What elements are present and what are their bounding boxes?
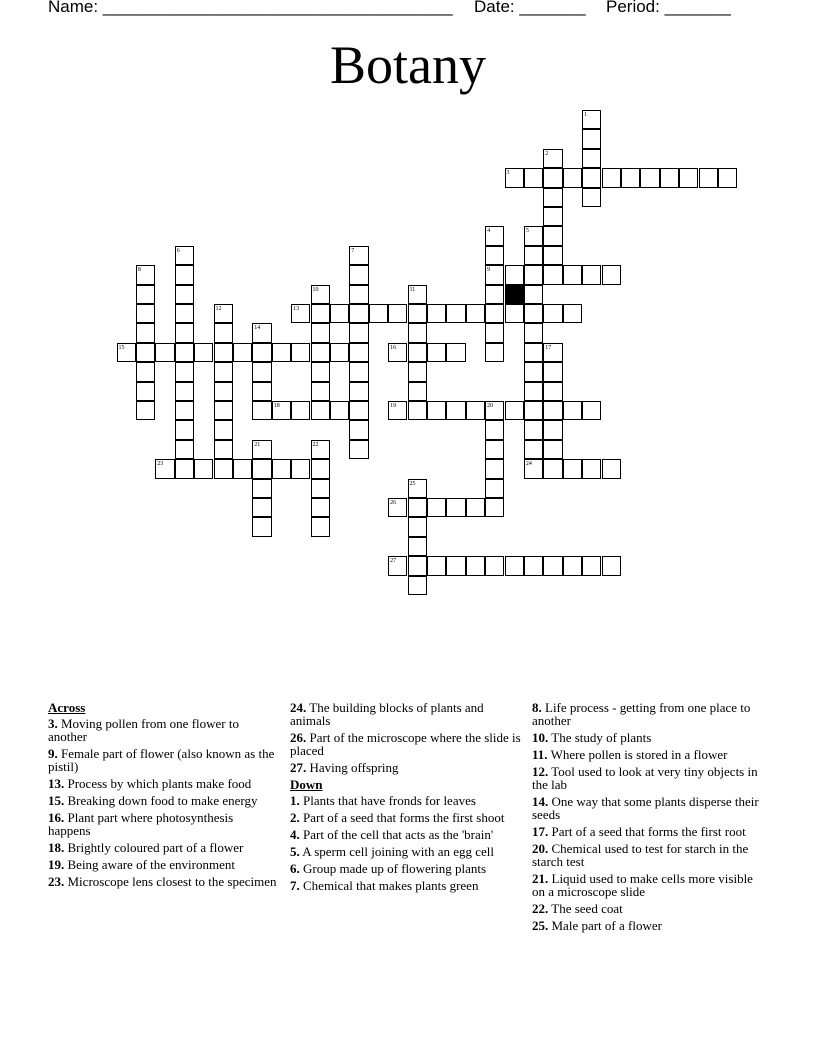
crossword-cell[interactable] [427,343,446,362]
crossword-cell[interactable] [621,168,640,187]
crossword-cell[interactable] [233,459,252,478]
crossword-cell[interactable] [252,362,271,381]
clue-number: 10 [312,286,319,293]
crossword-cell[interactable] [563,401,582,420]
crossword-cell[interactable] [349,265,368,284]
clue-number: 22 [312,441,319,448]
crossword-cell[interactable] [718,168,737,187]
crossword-cell[interactable] [349,285,368,304]
crossword-cell[interactable] [466,304,485,323]
clue-item: 27. Having offspring [290,760,399,775]
clue-item: 20. Chemical used to test for starch in the starch test [532,841,749,869]
crossword-cell[interactable] [175,382,194,401]
crossword-cell[interactable] [136,285,155,304]
crossword-cell[interactable] [349,382,368,401]
crossword-cell[interactable] [427,498,446,517]
clue-number: 20 [487,403,494,409]
clues-column-2 [290,701,522,896]
crossword-cell[interactable] [582,168,601,187]
crossword-cell[interactable] [582,188,601,207]
crossword-cell[interactable] [543,459,562,478]
clue-item: 25. Male part of a flower [532,918,662,933]
crossword-cell[interactable] [136,382,155,401]
crossword-cell[interactable] [679,168,698,187]
crossword-cell[interactable] [408,304,427,323]
crossword-cell[interactable] [582,149,601,168]
clue-number: 15 [118,344,125,351]
crossword-cell[interactable] [660,168,679,187]
clue-number: 3 [506,170,510,177]
crossword-cell[interactable] [582,265,601,284]
clue-number: 4 [487,228,491,235]
crossword-cell[interactable] [175,323,194,342]
clue-item: 18. Brightly coloured part of a flower [48,840,244,855]
crossword-cell[interactable] [446,304,465,323]
clue-item: 8. Life process - getting from one place to another [532,700,751,728]
crossword-cell[interactable] [485,304,504,323]
crossword-cell[interactable] [136,343,155,362]
clue-number: 17 [545,344,552,351]
crossword-cell[interactable] [524,265,543,284]
clue-item: 13. Process by which plants make food [48,776,252,791]
crossword-cell[interactable] [485,440,504,459]
clue-number: 19 [390,403,397,409]
crossword-cell[interactable] [543,556,562,575]
clue-number: 26 [390,500,397,506]
crossword-cell[interactable] [330,401,349,420]
crossword-cell[interactable] [524,285,543,304]
clue-item: 23. Microscope lens closest to the specimen [48,874,277,889]
crossword-cell[interactable] [524,382,543,401]
crossword-cell[interactable] [485,323,504,342]
crossword-cell[interactable] [291,401,310,420]
crossword-cell[interactable] [408,556,427,575]
clue-item: 5. A sperm cell joining with an egg cell [290,844,495,859]
crossword-cell[interactable] [582,401,601,420]
crossword-cell[interactable] [563,556,582,575]
crossword-cell[interactable] [408,517,427,536]
down-heading: Down [290,777,323,792]
crossword-cell[interactable] [408,401,427,420]
clue-item: 7. Chemical that makes plants green [290,878,479,893]
clue-number: 11 [409,286,416,293]
crossword-cell[interactable] [563,265,582,284]
crossword-cell[interactable] [524,362,543,381]
crossword-cell[interactable] [563,304,582,323]
clue-number: 12 [215,306,222,312]
student-info-header [48,0,768,21]
crossword-cell[interactable] [175,362,194,381]
clue-number: 27 [390,558,397,565]
clue-number: 2 [545,150,549,157]
clue-item: 24. The building blocks of plants and animals [290,700,484,728]
crossword-cell[interactable] [252,479,271,498]
crossword-cell[interactable] [155,343,174,362]
crossword-cell[interactable] [175,304,194,323]
crossword-cell[interactable] [194,343,213,362]
crossword-cell[interactable] [543,382,562,401]
crossword-cell[interactable] [505,304,524,323]
crossword-cell[interactable] [543,207,562,226]
crossword-cell[interactable] [582,129,601,148]
crossword-cell[interactable] [291,343,310,362]
crossword-cell[interactable] [252,382,271,401]
crossword-cell[interactable] [524,246,543,265]
crossword-cell[interactable] [446,556,465,575]
crossword-cell[interactable] [582,556,601,575]
clue-number: 13 [293,306,300,312]
clues-column-1 [48,701,278,892]
clue-number: 23 [157,461,164,468]
clue-number: 16 [390,344,397,351]
date-field[interactable]: Date: _______ [474,0,586,16]
crossword-cell[interactable] [136,362,155,381]
clues-column-3 [532,701,764,936]
clue-item: 4. Part of the cell that acts as the 'brain' [290,827,494,842]
crossword-cell[interactable] [349,323,368,342]
crossword-cell[interactable] [349,343,368,362]
crossword-cell[interactable] [485,556,504,575]
clue-item: 16. Plant part where photosynthesis happens [48,810,234,838]
crossword-cell[interactable] [602,459,621,478]
crossword-cell[interactable] [311,382,330,401]
crossword-cell[interactable] [272,459,291,478]
crossword-cell[interactable] [175,401,194,420]
crossword-cell[interactable] [524,343,543,362]
crossword-cell[interactable] [427,401,446,420]
crossword-cell[interactable] [252,401,271,420]
clue-item: 1. Plants that have fronds for leaves [290,793,476,808]
crossword-cell[interactable] [699,168,718,187]
crossword-cell[interactable] [214,440,233,459]
clue-number: 21 [254,441,261,448]
crossword-cell[interactable] [175,440,194,459]
crossword-cell[interactable] [175,459,194,478]
crossword-cell[interactable] [214,420,233,439]
crossword-cell[interactable] [408,382,427,401]
clue-number: 7 [351,247,355,254]
crossword-cell[interactable] [543,440,562,459]
clue-item: 14. One way that some plants disperse their seeds [532,794,759,822]
crossword-cell[interactable] [311,362,330,381]
clue-number: 25 [409,480,416,487]
crossword-cell[interactable] [563,168,582,187]
crossword-cell[interactable] [524,168,543,187]
clue-item: 26. Part of the microscope where the slide is placed [290,730,521,758]
crossword-cell[interactable] [582,459,601,478]
crossword-cell[interactable] [408,498,427,517]
crossword-cell[interactable] [485,420,504,439]
crossword-cell[interactable] [524,440,543,459]
crossword-cell[interactable] [543,401,562,420]
crossword-cell[interactable] [233,343,252,362]
crossword-cell[interactable] [466,498,485,517]
crossword-cell[interactable] [214,323,233,342]
crossword-cell[interactable] [485,479,504,498]
crossword-cell[interactable] [272,343,291,362]
crossword-cell[interactable] [175,285,194,304]
crossword-cell[interactable] [175,265,194,284]
clue-number: 8 [137,267,141,274]
crossword-cell[interactable] [349,304,368,323]
crossword-cell[interactable] [427,304,446,323]
crossword-cell[interactable] [408,537,427,556]
crossword-cell[interactable] [252,343,271,362]
period-field[interactable]: Period: _______ [606,0,731,16]
clue-item: 21. Liquid used to make cells more visible on a microscope slide [532,871,753,899]
crossword-cell[interactable] [349,401,368,420]
across-heading: Across [48,700,86,715]
crossword-cell[interactable] [349,362,368,381]
crossword-cell[interactable] [408,323,427,342]
crossword-cell[interactable] [543,362,562,381]
crossword-cell[interactable] [485,285,504,304]
crossword-cell[interactable] [330,304,349,323]
crossword-cell[interactable] [311,323,330,342]
crossword-cell[interactable] [602,168,621,187]
clue-item: 12. Tool used to look at very tiny objects in the lab [532,764,758,792]
crossword-cell[interactable] [485,343,504,362]
crossword-cell[interactable] [485,246,504,265]
crossword-cell[interactable] [543,265,562,284]
crossword-cell[interactable] [349,440,368,459]
crossword-cell[interactable] [194,459,213,478]
crossword-cell[interactable] [524,556,543,575]
crossword-cell[interactable] [252,498,271,517]
clue-number: 24 [525,461,532,468]
crossword-cell[interactable] [136,304,155,323]
crossword-cell[interactable] [524,323,543,342]
crossword-cell[interactable] [311,498,330,517]
crossword-cell[interactable] [311,479,330,498]
crossword-cell[interactable] [466,556,485,575]
crossword-cell[interactable] [485,459,504,478]
crossword-cell[interactable] [505,265,524,284]
crossword-cell[interactable] [524,420,543,439]
crossword-cell[interactable] [485,498,504,517]
crossword-cell[interactable] [252,459,271,478]
clue-item: 10. The study of plants [532,730,652,745]
crossword-cell[interactable] [427,556,446,575]
crossword-cell[interactable] [446,401,465,420]
page-title: Botany [330,35,486,95]
crossword-cell[interactable] [524,304,543,323]
clue-item: 19. Being aware of the environment [48,857,235,872]
crossword-cell[interactable] [214,459,233,478]
crossword-cell[interactable] [311,304,330,323]
crossword-cell[interactable] [214,343,233,362]
crossword-cell[interactable] [175,343,194,362]
crossword-cell[interactable] [214,401,233,420]
crossword-cell[interactable] [543,226,562,245]
crossword-cell[interactable] [505,401,524,420]
clue-number: 9 [487,267,491,274]
crossword-cell[interactable] [388,304,407,323]
clue-item: 9. Female part of flower (also known as the pistil) [48,746,275,774]
clue-item: 11. Where pollen is stored in a flower [532,747,728,762]
crossword-cell[interactable] [543,188,562,207]
crossword-cell[interactable] [175,420,194,439]
name-field[interactable]: Name: _____________________________________ [48,0,453,16]
clue-item: 22. The seed coat [532,901,623,916]
crossword-cell[interactable] [543,420,562,439]
clue-item: 15. Breaking down food to make energy [48,793,258,808]
clue-number: 6 [176,247,180,254]
crossword-cell[interactable] [408,576,427,595]
crossword-cell[interactable] [408,343,427,362]
crossword-cell[interactable] [252,517,271,536]
crossword-cell[interactable] [446,343,465,362]
crossword-cell[interactable] [291,459,310,478]
crossword-cell[interactable] [466,401,485,420]
crossword-cell[interactable] [524,401,543,420]
crossword-cell[interactable] [369,304,388,323]
clue-item: 6. Group made up of flowering plants [290,861,487,876]
crossword-cell[interactable] [602,556,621,575]
clue-number: 18 [273,403,280,409]
clue-number: 1 [584,112,588,118]
crossword-cell[interactable] [311,517,330,536]
crossword-cell[interactable] [602,265,621,284]
crossword-cell[interactable] [311,401,330,420]
crossword-cell[interactable] [408,362,427,381]
crossword-cell[interactable] [136,323,155,342]
crossword-cell[interactable] [543,168,562,187]
crossword-cell[interactable] [349,420,368,439]
crossword-cell[interactable] [311,459,330,478]
crossword-cell[interactable] [214,362,233,381]
crossword-cell[interactable] [543,304,562,323]
crossword-cell[interactable] [446,498,465,517]
crossword-cell[interactable] [214,382,233,401]
crossword-cell[interactable] [543,246,562,265]
crossword-cell[interactable] [311,343,330,362]
clue-item: 3. Moving pollen from one flower to another [48,716,239,744]
clue-number: 14 [254,325,261,332]
crossword-cell[interactable] [505,556,524,575]
clue-number: 5 [525,228,529,235]
clue-item: 2. Part of a seed that forms the first shoot [290,810,505,825]
crossword-cell[interactable] [136,401,155,420]
crossword-cell[interactable] [330,343,349,362]
crossword-cell[interactable] [640,168,659,187]
crossword-cell[interactable] [563,459,582,478]
clue-item: 17. Part of a seed that forms the first root [532,824,746,839]
crossword-black-cell [505,285,524,304]
